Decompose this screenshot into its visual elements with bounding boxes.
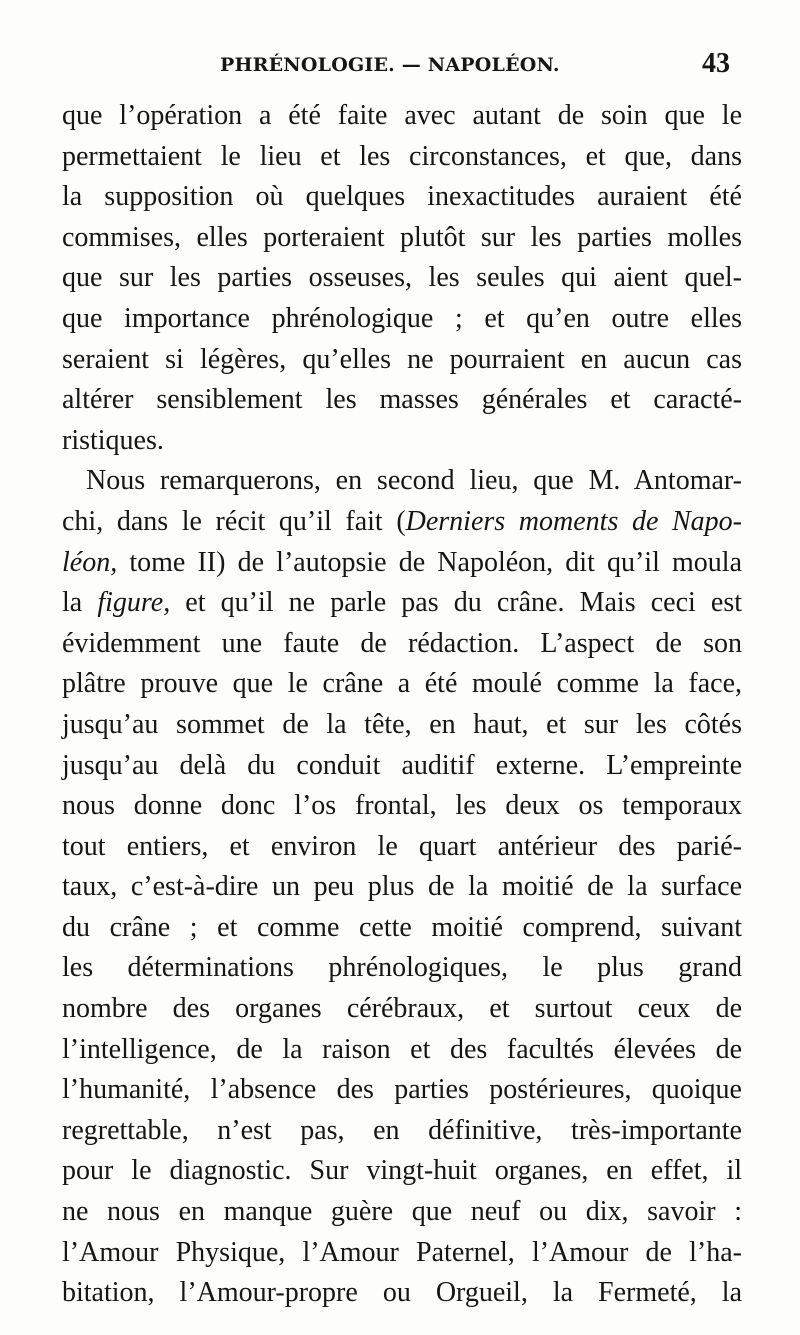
text-line [62, 299, 742, 340]
text-line [62, 948, 742, 989]
text-line [62, 624, 742, 665]
text-line [62, 583, 742, 624]
body-text [62, 96, 742, 1314]
text-segment: que importance phrénologique ; et qu’en outre elles [62, 302, 742, 334]
text-line [62, 380, 742, 421]
text-segment: nous donne donc l’os frontal, les deux os temporaux [62, 790, 742, 822]
italic-text: figure, [97, 587, 171, 619]
text-segment: altérer sensiblement les masses générales et caracté- [62, 384, 742, 416]
text-segment: tout entiers, et environ le quart antérieur des parié- [62, 830, 742, 862]
text-line [62, 746, 742, 787]
text-line [62, 664, 742, 705]
text-segment: que l’opération a été faite avec autant de soin que le [62, 100, 742, 131]
text-line [62, 1151, 742, 1192]
text-segment: jusqu’au delà du conduit auditif externe. L’empreinte [62, 749, 742, 781]
text-line [62, 461, 742, 502]
text-line [62, 177, 742, 218]
text-line [62, 96, 742, 137]
text-segment: regrettable, n’est pas, en définitive, très-importante [62, 1114, 742, 1146]
text-segment: la supposition où quelques inexactitudes auraient été [62, 181, 742, 213]
running-head: PHRÉNOLOGIE. — NAPOLÉON. [220, 54, 560, 76]
text-segment: la [62, 587, 98, 619]
text-line [62, 137, 742, 178]
page-number: 43 [702, 48, 730, 79]
italic-text: Derniers moments de Napo- [405, 505, 742, 537]
text-segment: l’Amour Physique, l’Amour Paternel, l’Amour de l’ha- [62, 1236, 742, 1268]
text-line [62, 867, 742, 908]
text-segment: les déterminations phrénologiques, le plus grand [62, 952, 742, 984]
text-segment: l’intelligence, de la raison et des facultés élevées de [62, 1033, 742, 1065]
text-segment: commises, elles porteraient plutôt sur les parties molles [62, 221, 742, 253]
text-segment: seraient si légères, qu’elles ne pourraient en aucun cas [62, 343, 742, 375]
text-segment: que sur les parties osseuses, les seules qui aient quel- [62, 262, 742, 294]
text-segment: taux, c’est-à-dire un peu plus de la moitié de la surface [62, 871, 742, 903]
text-segment: bitation, l’Amour-propre ou Orgueil, la Fermeté, la [62, 1277, 742, 1309]
text-segment: du crâne ; et comme cette moitié comprend, suivant [62, 911, 742, 943]
text-segment: évidemment une faute de rédaction. L’aspect de son [62, 627, 742, 659]
text-segment: chi, dans le récit qu’il fait ( [62, 505, 406, 537]
text-segment: Nous remarquerons, en second lieu, que M. Antomar- [86, 465, 742, 497]
page-header [62, 48, 742, 84]
text-segment: tome II) de l’autopsie de Napoléon, dit qu’il moula [117, 546, 742, 578]
text-segment: l’humanité, l’absence des parties postérieures, quoique [62, 1074, 742, 1106]
text-line [62, 1233, 742, 1274]
text-line [62, 1273, 742, 1314]
text-line [62, 543, 742, 584]
italic-text: léon, [62, 546, 118, 578]
text-segment: ristiques. [62, 424, 164, 456]
text-line [62, 908, 742, 949]
text-segment: ne nous en manque guère que neuf ou dix, savoir : [62, 1196, 742, 1228]
text-line [62, 421, 742, 462]
text-line [62, 1030, 742, 1071]
text-line [62, 1111, 742, 1152]
text-line [62, 989, 742, 1030]
text-line [62, 827, 742, 868]
text-segment: nombre des organes cérébraux, et surtout ceux de [62, 993, 742, 1025]
text-line [62, 340, 742, 381]
text-line [62, 258, 742, 299]
text-segment: pour le diagnostic. Sur vingt-huit organes, en effet, il [62, 1155, 742, 1187]
text-segment: permettaient le lieu et les circonstances, et que, dans [62, 140, 742, 172]
text-segment: et qu’il ne parle pas du crâne. Mais ceci est [170, 587, 742, 619]
text-line [62, 1192, 742, 1233]
text-line [62, 705, 742, 746]
text-segment: plâtre prouve que le crâne a été moulé comme la face, [62, 668, 742, 700]
text-segment: jusqu’au sommet de la tête, en haut, et sur les côtés [62, 708, 742, 740]
text-line [62, 218, 742, 259]
text-line [62, 786, 742, 827]
text-line [62, 502, 742, 543]
text-line [62, 1070, 742, 1111]
